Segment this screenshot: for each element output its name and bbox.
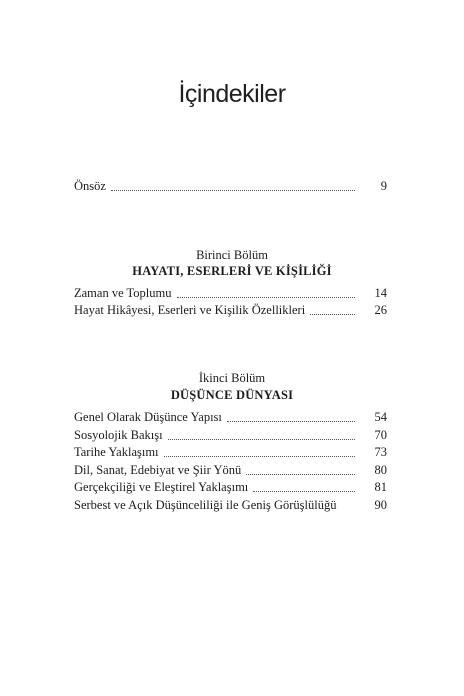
toc-entry bbox=[74, 444, 387, 460]
toc-entry-page: 54 bbox=[374, 410, 387, 424]
toc-entry bbox=[74, 462, 387, 478]
toc-entry bbox=[74, 497, 387, 513]
toc-entry-label: Hayat Hikâyesi, Eserleri ve Kişilik Özellikleri bbox=[74, 303, 306, 317]
toc-entry bbox=[74, 285, 387, 301]
toc-entry-label: Zaman ve Toplumu bbox=[74, 286, 172, 300]
toc-entry-label: Önsöz bbox=[74, 179, 106, 193]
toc-entry-page: 90 bbox=[374, 498, 387, 512]
toc-entry-label: Tarihe Yaklaşımı bbox=[74, 445, 159, 459]
toc-entry-label: Genel Olarak Düşünce Yapısı bbox=[74, 410, 222, 424]
toc-entry-label: Gerçekçiliği ve Eleştirel Yaklaşımı bbox=[74, 480, 249, 494]
toc-entry-page: 81 bbox=[374, 480, 387, 494]
part-heading: İkinci Bölüm bbox=[198, 371, 266, 385]
toc-entry-preface bbox=[74, 178, 387, 194]
dot-leader bbox=[227, 421, 355, 422]
toc-entry-page: 9 bbox=[380, 179, 387, 193]
dot-leader bbox=[111, 190, 355, 191]
dot-leader bbox=[164, 456, 355, 457]
toc-entry-page: 73 bbox=[374, 445, 387, 459]
dot-leader bbox=[253, 491, 355, 492]
toc-entry bbox=[74, 409, 387, 425]
dot-leader bbox=[177, 297, 356, 298]
dot-leader bbox=[310, 314, 355, 315]
toc-entry bbox=[74, 479, 387, 495]
part-heading: Birinci Bölüm bbox=[196, 248, 268, 262]
toc-entry-page: 14 bbox=[374, 286, 387, 300]
toc-entry-page: 80 bbox=[374, 463, 387, 477]
dot-leader bbox=[246, 474, 355, 475]
toc-entry bbox=[74, 302, 387, 318]
part-title: DÜŞÜNCE DÜNYASI bbox=[170, 388, 294, 402]
dot-leader bbox=[168, 439, 355, 440]
toc-entry-label: Sosyolojik Bakışı bbox=[74, 428, 163, 442]
toc-entry-page: 70 bbox=[374, 428, 387, 442]
toc-entry bbox=[74, 427, 387, 443]
part-title: HAYATI, ESERLERİ VE KİŞİLİĞİ bbox=[132, 264, 332, 278]
toc-entry-label: Dil, Sanat, Edebiyat ve Şiir Yönü bbox=[74, 463, 242, 477]
toc-entry-label: Serbest ve Açık Düşünceliliği ile Geniş Görüşlülüğü bbox=[74, 498, 337, 512]
toc-title: İçindekiler bbox=[178, 80, 286, 108]
toc-entry-page: 26 bbox=[374, 303, 387, 317]
